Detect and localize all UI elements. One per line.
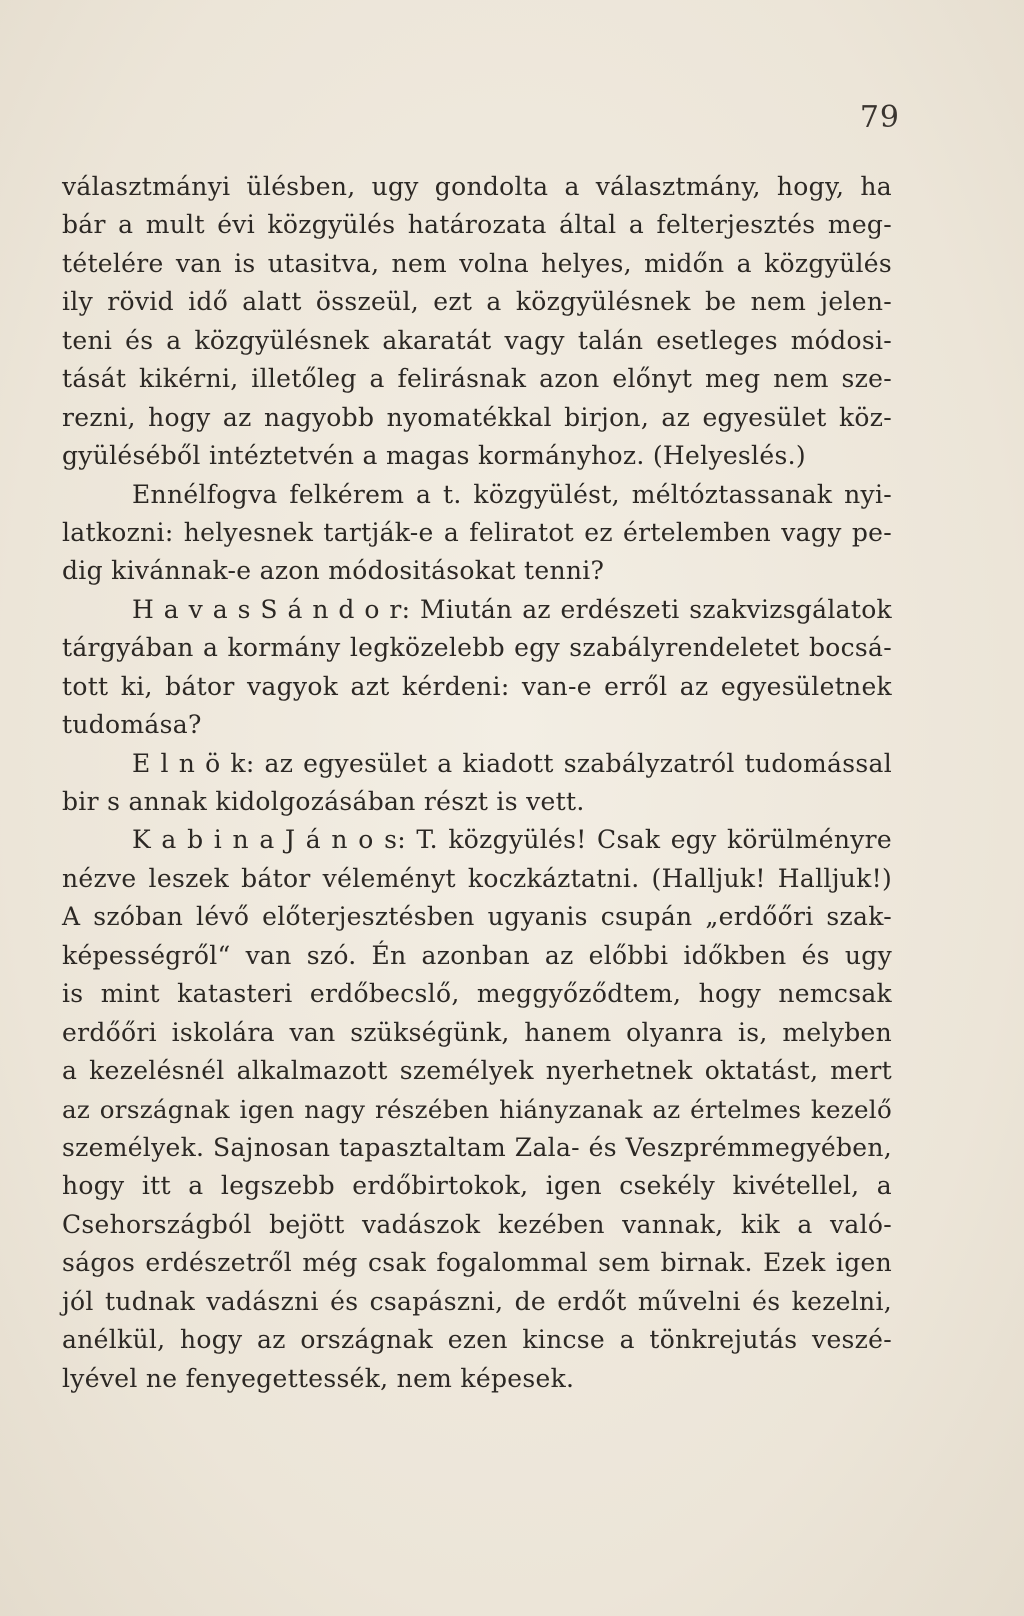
text-line: a kezelésnél alkalmazott személyek nyerhetnek oktatást, mert bbox=[62, 1056, 892, 1086]
page-number: 79 bbox=[859, 100, 900, 135]
body-text bbox=[62, 168, 892, 1398]
text-line: teni és a közgyülésnek akaratát vagy talán esetleges módosi- bbox=[62, 325, 892, 355]
text-line: is mint katasteri erdőbecslő, meggyőződtem, hogy nemcsak bbox=[62, 979, 892, 1009]
text-line: választmányi ülésben, ugy gondolta a választmány, hogy, ha bbox=[62, 172, 892, 201]
text-line: ily rövid idő alatt összeül, ezt a közgyülésnek be nem jelen- bbox=[62, 287, 892, 317]
text-line: erdőőri iskolára van szükségünk, hanem olyanra is, melyben bbox=[62, 1017, 892, 1047]
text-line: K a b i n a J á n o s: T. közgyülés! Csak egy körülményre bbox=[132, 825, 892, 855]
text-line: Csehországból bejött vadászok kezében vannak, kik a való- bbox=[62, 1209, 892, 1239]
text-line: hogy itt a legszebb erdőbirtokok, igen csekély kivétellel, a bbox=[62, 1171, 892, 1201]
text-line: rezni, hogy az nagyobb nyomatékkal birjon, az egyesület köz- bbox=[62, 402, 892, 432]
text-line: személyek. Sajnosan tapasztaltam Zala- és Veszprémmegyében, bbox=[62, 1132, 892, 1162]
text-line: anélkül, hogy az országnak ezen kincse a tönkrejutás veszé- bbox=[62, 1325, 892, 1355]
text-line: lyével ne fenyegettessék, nem képesek. bbox=[62, 1363, 575, 1393]
text-line: nézve leszek bátor véleményt koczkáztatni. (Halljuk! Halljuk!) bbox=[62, 863, 892, 893]
text-line: tételére van is utasitva, nem volna helyes, midőn a közgyülés bbox=[62, 248, 892, 278]
text-line: dig kivánnak-e azon módositásokat tenni? bbox=[62, 556, 605, 586]
text-line: bár a mult évi közgyülés határozata által a felterjesztés meg- bbox=[62, 210, 892, 240]
text-line: jól tudnak vadászni és csapászni, de erdőt művelni és kezelni, bbox=[62, 1286, 892, 1316]
text-line: Ennélfogva felkérem a t. közgyülést, méltóztassanak nyi- bbox=[132, 479, 892, 509]
text-line: tudomása? bbox=[62, 710, 202, 740]
text-line: tását kikérni, illetőleg a felirásnak azon előnyt meg nem sze- bbox=[62, 364, 892, 394]
text-line: H a v a s S á n d o r: Miután az erdészeti szakvizsgálatok bbox=[132, 594, 892, 624]
text-line: tárgyában a kormány legközelebb egy szabályrendeletet bocsá- bbox=[62, 633, 892, 663]
text-line: tott ki, bátor vagyok azt kérdeni: van-e erről az egyesületnek bbox=[62, 671, 892, 701]
text-line: gyüléséből intéztetvén a magas kormányhoz. (Helyeslés.) bbox=[62, 441, 806, 471]
text-line: latkozni: helyesnek tartják-e a feliratot ez értelemben vagy pe- bbox=[62, 517, 892, 547]
text-line: az országnak igen nagy részében hiányzanak az értelmes kezelő bbox=[62, 1094, 892, 1124]
text-line: A szóban lévő előterjesztésben ugyanis csupán „erdőőri szak- bbox=[62, 902, 892, 932]
text-line: képességről“ van szó. Én azonban az előbbi időkben és ugy bbox=[62, 940, 892, 970]
text-line: E l n ö k: az egyesület a kiadott szabályzatról tudomással bbox=[132, 748, 892, 778]
text-line: bir s annak kidolgozásában részt is vett. bbox=[62, 787, 585, 816]
text-line: ságos erdészetről még csak fogalommal sem birnak. Ezek igen bbox=[62, 1248, 892, 1278]
